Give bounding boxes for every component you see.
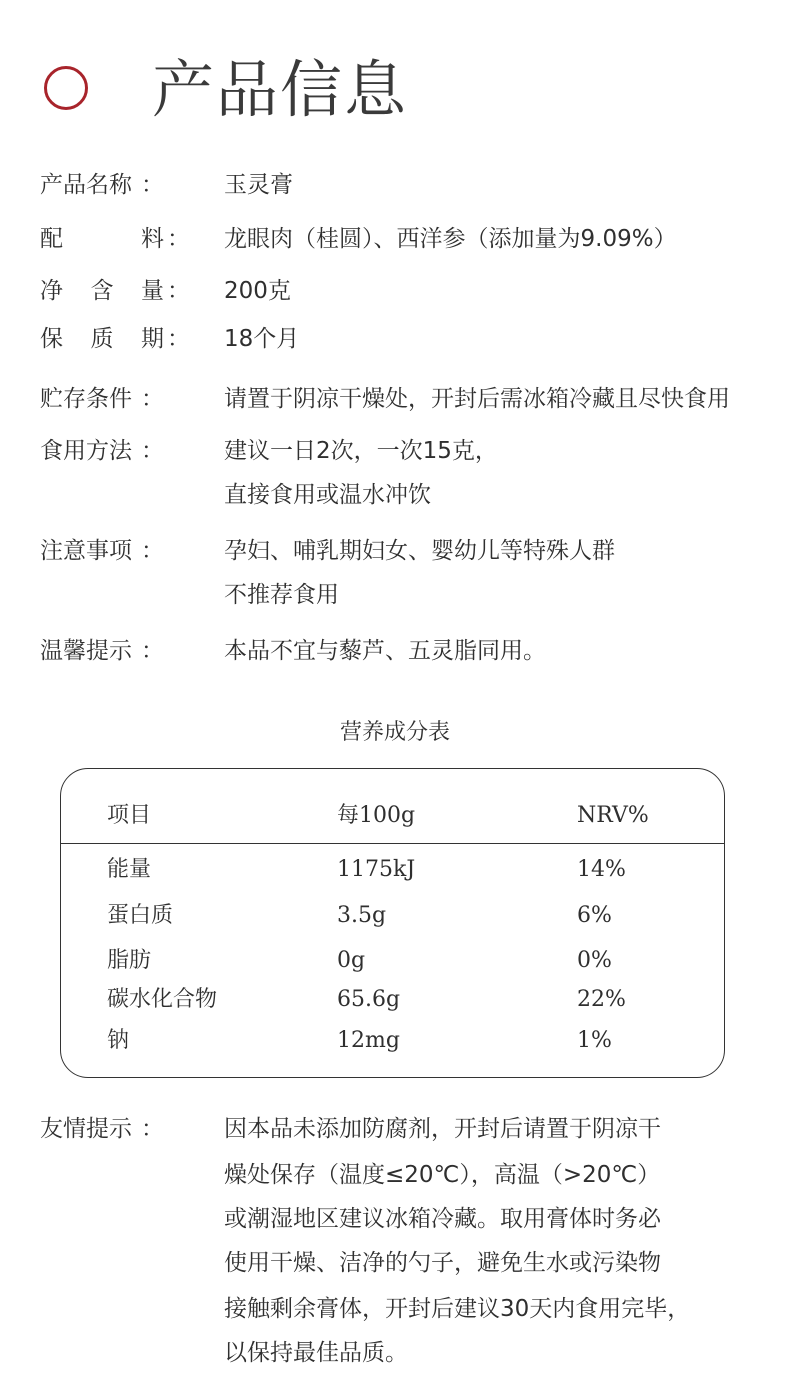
nutrition-row-nrv: 1% (577, 1028, 612, 1053)
friendly-tip-line: 或潮湿地区建议冰箱冷藏。取用膏体时务必 (224, 1206, 661, 1232)
value-net-content: 200克 (224, 278, 291, 304)
nutrition-row-name: 能量 (107, 857, 152, 882)
nutrition-row-name: 蛋白质 (107, 903, 174, 928)
nutrition-row-nrv: 14% (577, 857, 626, 882)
value-product-name: 玉灵膏 (224, 172, 293, 198)
nutrition-header-item: 项目 (107, 803, 152, 828)
label-caution: 注意事项 ： (40, 538, 164, 564)
nutrition-row-name: 钠 (107, 1028, 130, 1053)
nutrition-row-value: 1175kJ (337, 857, 416, 882)
nutrition-row-value: 3.5g (337, 903, 387, 928)
nutrition-row-value: 12mg (337, 1028, 400, 1053)
label-storage: 贮存条件 ： (40, 386, 164, 412)
label-product-name: 产品名称 ： (40, 172, 164, 198)
value-storage: 请置于阴凉干燥处，开封后需冰箱冷藏且尽快食用 (224, 386, 730, 412)
value-tip: 本品不宜与藜芦、五灵脂同用。 (224, 638, 546, 664)
nutrition-table (60, 768, 725, 1078)
nutrition-row-name: 碳水化合物 (107, 987, 218, 1012)
label-net-content: 净 含 量 ： (40, 278, 190, 304)
nutrition-header-divider (61, 843, 724, 844)
nutrition-row-nrv: 0% (577, 948, 612, 973)
page-title: 产品信息 (152, 53, 409, 126)
nutrition-header-nrv: NRV% (577, 803, 649, 828)
nutrition-title: 营养成分表 (339, 720, 450, 745)
circle-icon (44, 66, 88, 110)
label-shelf-life: 保 质 期 ： (40, 326, 190, 352)
friendly-tip-line: 燥处保存（温度≤20℃），高温（>20℃） (224, 1162, 661, 1188)
friendly-tip-line: 使用干燥、洁净的勺子，避免生水或污染物 (224, 1250, 661, 1276)
value-caution-line-1: 孕妇、哺乳期妇女、婴幼儿等特殊人群 (224, 538, 615, 564)
value-caution-line-2: 不推荐食用 (224, 582, 339, 608)
nutrition-row-value: 65.6g (337, 987, 401, 1012)
nutrition-header-per100g: 每100g (337, 803, 416, 828)
nutrition-row-nrv: 6% (577, 903, 612, 928)
value-shelf-life: 18个月 (224, 326, 300, 352)
label-tip: 温馨提示 ： (40, 638, 164, 664)
value-usage-line-2: 直接食用或温水冲饮 (224, 482, 431, 508)
label-usage: 食用方法 ： (40, 438, 164, 464)
value-usage-line-1: 建议一日2次，一次15克， (224, 438, 498, 464)
friendly-tip-line: 因本品未添加防腐剂，开封后请置于阴凉干 (224, 1116, 661, 1142)
nutrition-row-nrv: 22% (577, 987, 626, 1012)
nutrition-row-name: 脂肪 (107, 948, 152, 973)
friendly-tip-line: 接触剩余膏体，开封后建议30天内食用完毕， (224, 1296, 691, 1322)
nutrition-row-value: 0g (337, 948, 366, 973)
label-ingredients: 配 料 ： (40, 226, 190, 252)
value-ingredients: 龙眼肉（桂圆）、西洋参（添加量为9.09%） (224, 226, 677, 252)
label-friendly-tip: 友情提示 ： (40, 1116, 164, 1142)
friendly-tip-line: 以保持最佳品质。 (224, 1340, 408, 1366)
